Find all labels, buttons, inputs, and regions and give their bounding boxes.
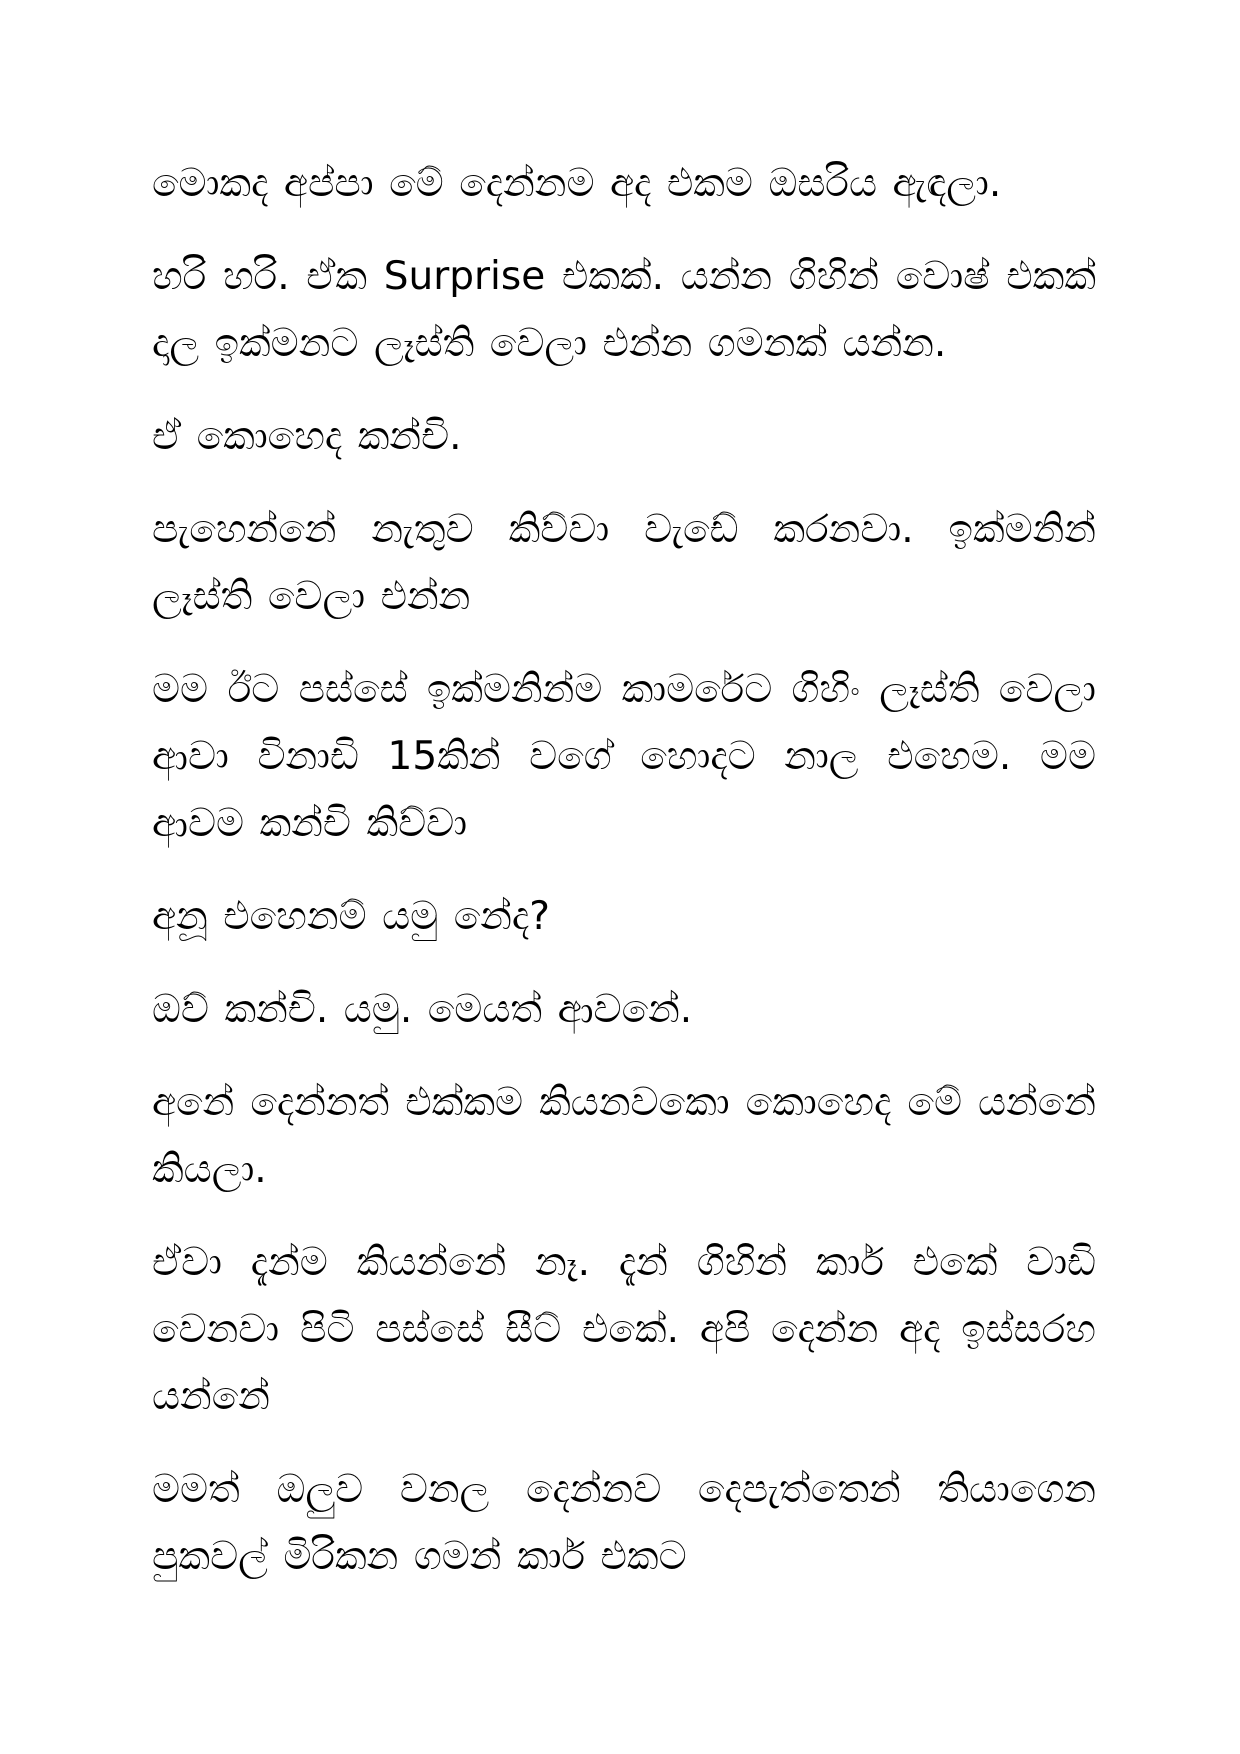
paragraph-6: අනූ එහෙනම් යමු නේද? (152, 894, 550, 939)
paragraph-4: පැහෙන්නේ නැතුව කිව්වා වැඩේ කරනවා. ඉක්මනින් ලෑස්ති වෙලා එන්න (152, 507, 1096, 619)
paragraph-10: මමත් ඔලුව වනල දෙන්නව දෙපැත්තෙන් තියාගෙන පුකවල් මිරිකන ගමන් කාර් එකට (152, 1467, 1096, 1579)
paragraph-7: ඔව් කන්චි. යමු. මෙයත් ආවනේ. (152, 987, 693, 1032)
document-page (152, 150, 1096, 1590)
paragraph-8: අනේ දෙන්නත් එක්කම කියනවකො කොහෙද මේ යන්නේ කියලා. (152, 1080, 1096, 1192)
paragraph-5: මම ඊට පස්සේ ඉක්මනින්ම කාමරේට ගිහිං ලෑස්ති වෙලා ආවා විනාඩි 15කින් වගේ හොදට නාල එහෙම. මම ආවම කන්චි කිව්වා (152, 667, 1096, 846)
paragraph-2: හරි හරි. ඒක Surprise එකක්. යන්න ගිහින් වොෂ් එකක් දාල ඉක්මනට ලෑස්ති වෙලා එන්න ගමනක් යන්න. (152, 254, 1096, 366)
paragraph-9: ඒවා දැන්ම කියන්නේ නෑ. දැන් ගිහින් කාර් එකේ වාඩි වෙනවා පිටි පස්සේ සීට් එකේ. අපි දෙන්න අද ඉස්සරහ යන්නේ (152, 1240, 1096, 1419)
paragraph-1: මොකද අප්පා මේ දෙන්නම අද එකම ඔසරිය ඇඳලා. (152, 161, 1002, 206)
paragraph-3: ඒ කොහෙද කන්චි. (152, 414, 462, 459)
